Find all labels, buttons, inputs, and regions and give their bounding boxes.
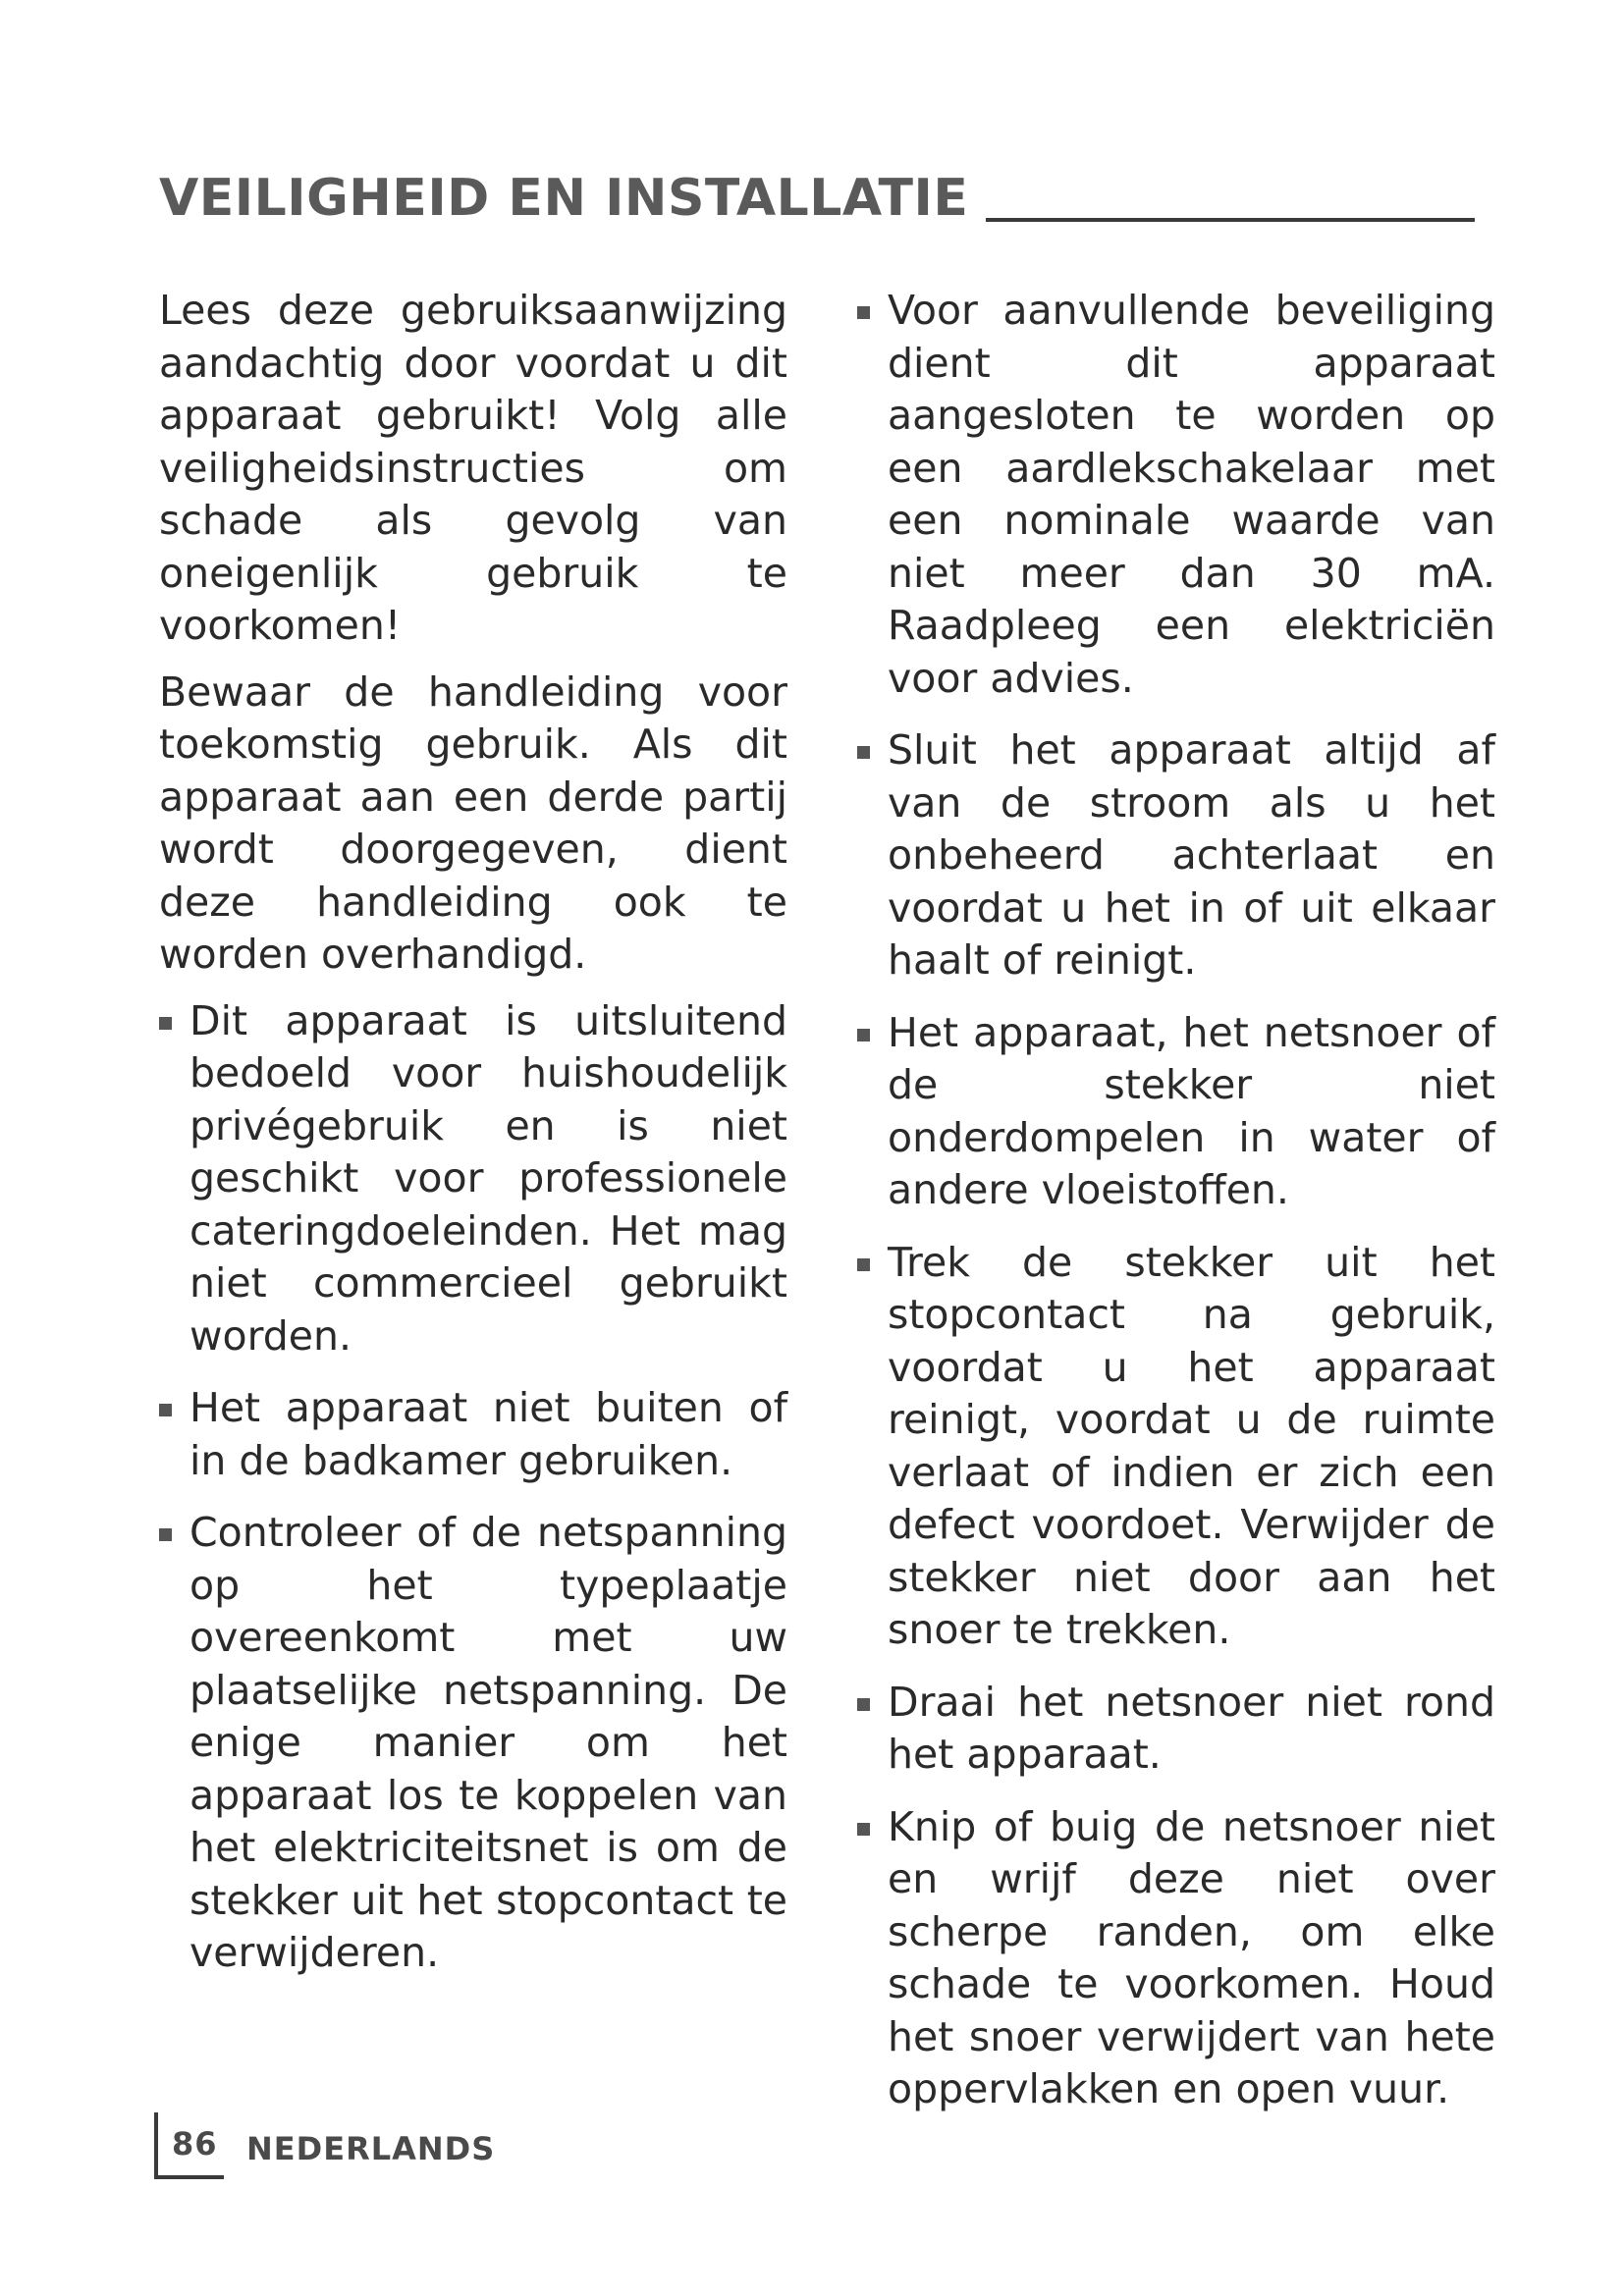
list-item — [857, 1237, 1495, 1657]
bullet-square-icon — [857, 1258, 870, 1271]
list-item-text: Knip of buig de netsnoer niet en wrijf deze niet over scherpe randen, om elke schade te voorkomen. Houd het snoer verwijdert van hete oppervlakken en open vuur. — [888, 1802, 1495, 2112]
bullet-square-icon — [159, 1017, 172, 1030]
left-column — [159, 285, 787, 2000]
list-item-text: Het apparaat, het netsnoer of de stekker niet onderdompelen in water of andere vloeistoffen. — [888, 1008, 1495, 1213]
bullet-square-icon — [857, 1823, 870, 1836]
list-item — [159, 995, 787, 1363]
page-number: 86 — [172, 2125, 218, 2163]
title-rule — [986, 218, 1475, 222]
list-item — [857, 285, 1495, 705]
bullet-square-icon — [857, 1029, 870, 1041]
page-footer — [154, 2112, 496, 2179]
storage-paragraph: Bewaar de handleiding voor toekomstig gebruik. Als dit apparaat aan een derde partij wordt doorgegeven, dient deze handleiding ook te worden overhandigd. — [159, 667, 787, 978]
bullet-square-icon — [857, 1698, 870, 1711]
list-item-text: Voor aanvullende beveiliging dient dit apparaat aangesloten te worden op een aardlekschakelaar met een nominale waarde van niet meer dan 30 mA. Raadpleeg een elektriciën voor advies. — [888, 287, 1495, 702]
list-item-text: Sluit het apparaat altijd af van de stroom als u het onbeheerd achterlaat en voordat u het in of uit elkaar haalt of reinigt. — [888, 726, 1495, 984]
list-item — [159, 1382, 787, 1487]
intro-paragraph: Lees deze gebruiksaanwijzing aandachtig door voordat u dit apparaat gebruikt! Volg alle veiligheidsinstructies om schade als gevolg van oneigenlijk gebruik te voorkomen! — [159, 287, 787, 649]
bullet-square-icon — [159, 1528, 172, 1541]
list-item-text: Trek de stekker uit het stopcontact na gebruik, voordat u het apparaat reinigt, voordat u de ruimte verlaat of indien er zich een defect voordoet. Verwijder de stekker niet door aan het snoer te trekken. — [888, 1238, 1495, 1653]
list-item — [857, 1801, 1495, 2116]
list-item-text: Het apparaat niet buiten of in de badkamer gebruiken. — [189, 1384, 787, 1484]
bullet-square-icon — [857, 746, 870, 759]
page-header — [159, 155, 1475, 228]
page-title: VEILIGHEID EN INSTALLATIE — [159, 169, 969, 228]
list-item-text: Controleer of de netspanning op het typeplaatje overeenkomt met uw plaatselijke netspanning. De enige manier om het apparaat los te koppelen van het elektriciteitsnet is om de stekker uit het stopcontact te verwijderen. — [189, 1509, 787, 1976]
list-item-text: Dit apparaat is uitsluitend bedoeld voor huishoudelijk privégebruik en is niet geschikt voor professionele cateringdoeleinden. Het mag niet commercieel gebruikt worden. — [189, 996, 787, 1360]
bullet-square-icon — [857, 306, 870, 319]
list-item — [857, 1007, 1495, 1217]
list-item — [159, 1507, 787, 1980]
list-item — [857, 724, 1495, 988]
list-item — [857, 1677, 1495, 1782]
bullet-square-icon — [159, 1404, 172, 1416]
right-column — [857, 285, 1495, 2136]
list-item-text: Draai het netsnoer niet rond het apparaat. — [888, 1678, 1495, 1778]
footer-language: NEDERLANDS — [246, 2130, 496, 2167]
